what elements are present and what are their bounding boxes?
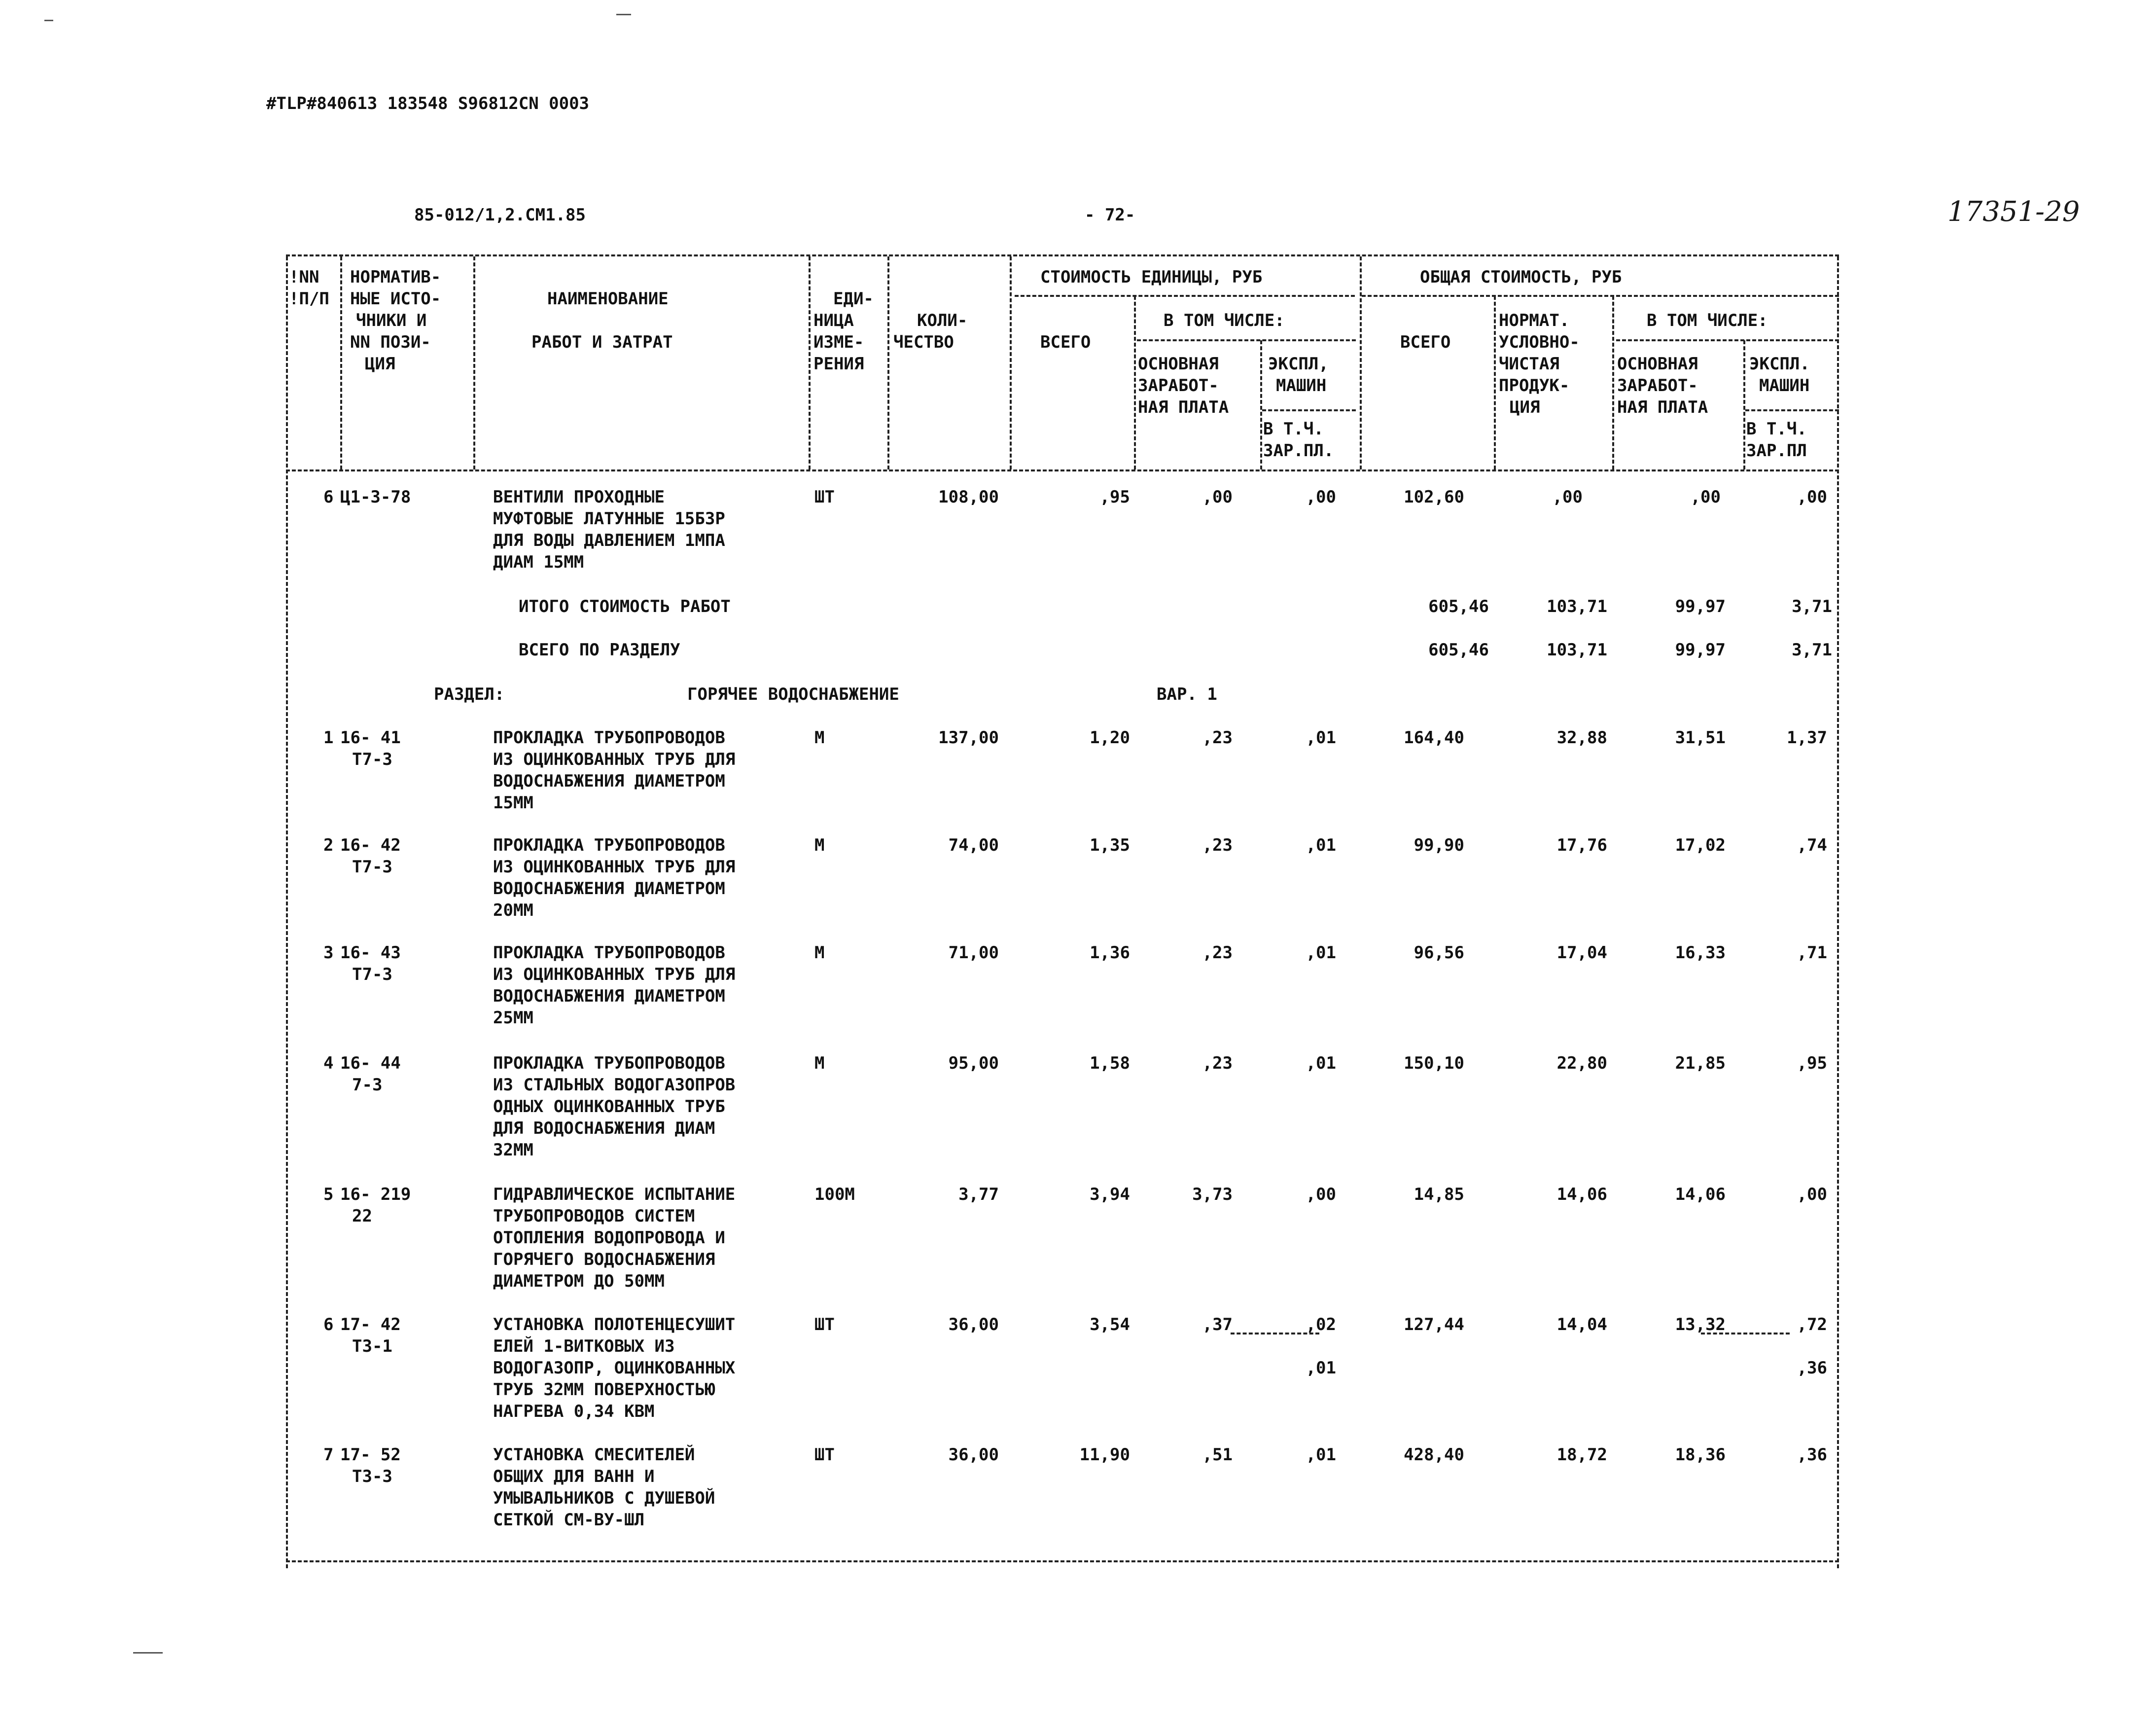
header-bottom-border [286, 469, 1839, 471]
row-total-mach: ,74 [1797, 835, 1827, 855]
row-total-wage: 18,36 [1675, 1445, 1726, 1465]
row-code: 16- 44 [340, 1053, 401, 1073]
row-unit-total: 11,90 [1079, 1445, 1130, 1465]
row-name-line: ИЗ СТАЛЬНЫХ ВОДОГАЗОПРОВ [493, 1075, 736, 1095]
unit-cost-header-line [1015, 295, 1355, 297]
section-variant: ВАР. 1 [1157, 685, 1217, 704]
row-name-line: 25ММ [493, 1008, 533, 1028]
row-code: 7-3 [352, 1075, 383, 1095]
row-unit-total: 1,58 [1090, 1053, 1130, 1073]
section-total-norm: 103,71 [1547, 640, 1607, 660]
table-bottom-border [286, 1560, 1839, 1562]
row-name-line: ОДНЫХ ОЦИНКОВАННЫХ ТРУБ [493, 1097, 725, 1117]
header-total-total: ВСЕГО [1400, 332, 1451, 352]
row-total-mach: ,00 [1797, 487, 1827, 507]
row-total: 14,85 [1414, 1185, 1464, 1204]
header-qty: КОЛИ- [917, 311, 968, 330]
row-unit-total: 3,94 [1090, 1185, 1130, 1204]
header-unit-total: ВСЕГО [1040, 332, 1091, 352]
row-code: Ц1-3-78 [340, 487, 411, 507]
row-unit: ШТ [814, 487, 835, 507]
row-qty: 137,00 [938, 728, 999, 748]
row-number: 5 [323, 1185, 334, 1204]
row-total-norm: 17,04 [1556, 943, 1607, 963]
row-name-line: УСТАНОВКА ПОЛОТЕНЦЕСУШИТ [493, 1315, 736, 1334]
header-name: НАИМЕНОВАНИЕ [547, 289, 669, 309]
row-code: Т3-3 [352, 1467, 392, 1486]
row-name-line: УСТАНОВКА СМЕСИТЕЛЕЙ [493, 1445, 695, 1465]
row-name-line: ТРУБОПРОВОДОВ СИСТЕМ [493, 1206, 695, 1226]
row-name-line: ПРОКЛАДКА ТРУБОПРОВОДОВ [493, 835, 725, 855]
row-unit-wage: ,23 [1202, 728, 1233, 748]
col-sep [1494, 296, 1496, 469]
row-qty: 108,00 [938, 487, 999, 507]
header-unit-mach: МАШИН [1276, 376, 1327, 396]
row-code: 16- 219 [340, 1185, 411, 1204]
header-unit-incl: В ТОМ ЧИСЛЕ: [1164, 311, 1285, 330]
row-total-mach: ,72 [1797, 1315, 1827, 1334]
header-unit-wage: ЗАРАБОТ- [1138, 376, 1219, 396]
row-unit-mach: ,01 [1306, 728, 1336, 748]
row-unit: 100М [814, 1185, 855, 1204]
row-total-wage: ,00 [1690, 487, 1721, 507]
col-sep [1010, 256, 1012, 469]
section-label: РАЗДЕЛ: [434, 685, 505, 704]
row-number: 6 [323, 487, 334, 507]
row-total-mach: ,71 [1797, 943, 1827, 963]
subtotal-mach: 3,71 [1792, 597, 1832, 616]
header-total-mach: ЭКСПЛ. [1749, 354, 1810, 374]
row-code: Т7-3 [352, 965, 392, 984]
row-unit-total: 1,35 [1090, 835, 1130, 855]
row-unit: М [814, 943, 825, 963]
unit-mach-sub-line [1262, 409, 1356, 411]
header-total-wage: НАЯ ПЛАТА [1617, 397, 1708, 417]
row-total-mach: ,36 [1797, 1445, 1827, 1465]
row-unit: ШТ [814, 1445, 835, 1465]
row-unit-wage: ,23 [1202, 943, 1233, 963]
row-unit: М [814, 1053, 825, 1073]
row-unit-mach: ,01 [1306, 1445, 1336, 1465]
row-unit-total: ,95 [1099, 487, 1130, 507]
row-name-line: ДИАМЕТРОМ ДО 50ММ [493, 1271, 665, 1291]
row-total-norm: 14,04 [1556, 1315, 1607, 1334]
section-total-label: ВСЕГО ПО РАЗДЕЛУ [519, 640, 680, 660]
sub-value-divider [1231, 1333, 1319, 1334]
row-total: 428,40 [1404, 1445, 1464, 1465]
header-unit: ЕДИ- [833, 289, 874, 309]
row-number: 6 [323, 1315, 334, 1334]
row-total-wage: 16,33 [1675, 943, 1726, 963]
row-unit-wage: ,37 [1202, 1315, 1233, 1334]
row-name-line: ВОДОСНАБЖЕНИЯ ДИАМЕТРОМ [493, 771, 725, 791]
subtotal-label: ИТОГО СТОИМОСТЬ РАБОТ [519, 597, 731, 616]
scan-mark [616, 14, 631, 15]
row-code: Т7-3 [352, 750, 392, 769]
sub-value-divider [1701, 1333, 1790, 1334]
row-name-line: ИЗ ОЦИНКОВАННЫХ ТРУБ ДЛЯ [493, 750, 736, 769]
row-name-line: 32ММ [493, 1140, 533, 1160]
row-name-line: ВЕНТИЛИ ПРОХОДНЫЕ [493, 487, 665, 507]
header-total-norm: ПРОДУК- [1499, 376, 1570, 396]
row-name-line: ДИАМ 15ММ [493, 552, 584, 572]
header-qty: ЧЕСТВО [893, 332, 954, 352]
row-code: 16- 42 [340, 835, 401, 855]
row-name-line: НАГРЕВА 0,34 КВМ [493, 1402, 655, 1421]
border-right [1837, 256, 1839, 1568]
header-pp: !П/П [289, 289, 329, 309]
header-unit: ИЗМЕ- [813, 332, 864, 352]
scan-mark [133, 1652, 163, 1654]
subtotal-wage: 99,97 [1675, 597, 1726, 616]
border-left [286, 256, 288, 1568]
row-name-line: ЕЛЕЙ 1-ВИТКОВЫХ ИЗ [493, 1336, 675, 1356]
row-total-wage: 21,85 [1675, 1053, 1726, 1073]
row-unit-wage: ,51 [1202, 1445, 1233, 1465]
row-name-line: ПРОКЛАДКА ТРУБОПРОВОДОВ [493, 1053, 725, 1073]
header-norm: ЦИЯ [365, 354, 395, 374]
header-total-norm: ЦИЯ [1510, 397, 1540, 417]
header-total-wage: ОСНОВНАЯ [1617, 354, 1698, 374]
unit-incl-line [1137, 339, 1356, 341]
header-unit-mach-sub: ЗАР.ПЛ. [1263, 441, 1334, 461]
header-total-norm: ЧИСТАЯ [1499, 354, 1559, 374]
row-total-norm: 22,80 [1556, 1053, 1607, 1073]
col-sep [1360, 256, 1362, 469]
row-name-line: ОТОПЛЕНИЯ ВОДОПРОВОДА И [493, 1228, 725, 1248]
header-nn: !NN [289, 267, 319, 287]
col-sep [1743, 340, 1745, 469]
row-total-wage: 14,06 [1675, 1185, 1726, 1204]
header-total-mach: МАШИН [1759, 376, 1810, 396]
row-unit-total: 1,36 [1090, 943, 1130, 963]
header-unit-mach: ЭКСПЛ, [1268, 354, 1329, 374]
header-unit-cost: СТОИМОСТЬ ЕДИНИЦЫ, РУБ [1040, 267, 1263, 287]
row-total: 150,10 [1404, 1053, 1464, 1073]
row-total: 127,44 [1404, 1315, 1464, 1334]
row-number: 4 [323, 1053, 334, 1073]
row-name-line: СЕТКОЙ СМ-ВУ-ШЛ [493, 1510, 645, 1530]
col-sep [887, 256, 889, 469]
row-code: 17- 42 [340, 1315, 401, 1334]
row-total-wage: 17,02 [1675, 835, 1726, 855]
row-name-line: ВОДОГАЗОПР, ОЦИНКОВАННЫХ [493, 1358, 736, 1378]
row-unit-total: 3,54 [1090, 1315, 1130, 1334]
row-name-line: ПРОКЛАДКА ТРУБОПРОВОДОВ [493, 943, 725, 963]
row-number: 3 [323, 943, 334, 963]
table-top-border [286, 254, 1839, 256]
row-total-wage: 31,51 [1675, 728, 1726, 748]
document-code: 85-012/1,2.СМ1.85 [414, 205, 586, 225]
row-total: 164,40 [1404, 728, 1464, 748]
row-name-line: ВОДОСНАБЖЕНИЯ ДИАМЕТРОМ [493, 879, 725, 899]
header-total-mach-sub: В Т.Ч. [1746, 419, 1807, 439]
row-qty: 71,00 [948, 943, 999, 963]
section-title: ГОРЯЧЕЕ ВОДОСНАБЖЕНИЕ [687, 685, 899, 704]
row-name-line: ДЛЯ ВОДОСНАБЖЕНИЯ ДИАМ [493, 1118, 715, 1138]
row-code: 17- 52 [340, 1445, 401, 1465]
header-unit: РЕНИЯ [813, 354, 864, 374]
row-unit: М [814, 835, 825, 855]
row-code: Т7-3 [352, 857, 392, 877]
row-name-line: ИЗ ОЦИНКОВАННЫХ ТРУБ ДЛЯ [493, 857, 736, 877]
row-name-line: ВОДОСНАБЖЕНИЯ ДИАМЕТРОМ [493, 986, 725, 1006]
row-unit-mach: ,01 [1306, 943, 1336, 963]
row-qty: 36,00 [948, 1315, 999, 1334]
scan-mark [44, 20, 53, 21]
col-sep [1260, 340, 1262, 469]
row-unit: ШТ [814, 1315, 835, 1334]
row-qty: 3,77 [958, 1185, 999, 1204]
row-unit-mach: ,00 [1306, 487, 1336, 507]
header-unit: НИЦА [813, 311, 854, 330]
row-name-line: ОБЩИХ ДЛЯ ВАНН И [493, 1467, 655, 1486]
total-mach-sub-line [1745, 409, 1839, 411]
total-incl-line [1616, 339, 1839, 341]
row-number: 7 [323, 1445, 334, 1465]
row-name-line: ИЗ ОЦИНКОВАННЫХ ТРУБ ДЛЯ [493, 965, 736, 984]
handwritten-note: 17351-29 [1947, 196, 2080, 228]
row-unit-mach: ,01 [1306, 835, 1336, 855]
col-sep [340, 256, 342, 469]
header-total-incl: В ТОМ ЧИСЛЕ: [1647, 311, 1768, 330]
row-total-mach: ,95 [1797, 1053, 1827, 1073]
header-total-wage: ЗАРАБОТ- [1617, 376, 1698, 396]
row-unit-wage: ,00 [1202, 487, 1233, 507]
row-name-line: 15ММ [493, 793, 533, 813]
row-total-norm: 32,88 [1556, 728, 1607, 748]
row-name-line: 20ММ [493, 901, 533, 920]
row-name-line: ТРУБ 32ММ ПОВЕРХНОСТЬЮ [493, 1380, 715, 1400]
col-sep [809, 256, 811, 469]
row-total-norm: 14,06 [1556, 1185, 1607, 1204]
row-unit-total: 1,20 [1090, 728, 1130, 748]
section-total: 605,46 [1428, 640, 1489, 660]
row-number: 1 [323, 728, 334, 748]
row-qty: 95,00 [948, 1053, 999, 1073]
header-total-mach-sub: ЗАР.ПЛ [1746, 441, 1807, 461]
row-name-line: МУФТОВЫЕ ЛАТУННЫЕ 15Б3Р [493, 509, 725, 529]
row-unit-mach: ,01 [1306, 1053, 1336, 1073]
header-total-cost: ОБЩАЯ СТОИМОСТЬ, РУБ [1420, 267, 1622, 287]
col-sep [473, 256, 475, 469]
header-unit-mach-sub: В Т.Ч. [1263, 419, 1324, 439]
row-total-mach-sub: ,36 [1797, 1358, 1827, 1378]
row-total-norm: ,00 [1552, 487, 1583, 507]
row-total-mach: ,00 [1797, 1185, 1827, 1204]
row-name-line: ПРОКЛАДКА ТРУБОПРОВОДОВ [493, 728, 725, 748]
row-total-mach: 1,37 [1787, 728, 1827, 748]
row-code: Т3-1 [352, 1336, 392, 1356]
row-code: 16- 43 [340, 943, 401, 963]
section-total-wage: 99,97 [1675, 640, 1726, 660]
row-total: 102,60 [1404, 487, 1464, 507]
row-qty: 74,00 [948, 835, 999, 855]
row-unit-wage: ,23 [1202, 835, 1233, 855]
header-name: РАБОТ И ЗАТРАТ [531, 332, 673, 352]
row-name-line: ДЛЯ ВОДЫ ДАВЛЕНИЕМ 1МПА [493, 531, 725, 550]
header-unit-wage: НАЯ ПЛАТА [1138, 397, 1229, 417]
header-total-norm: УСЛОВНО- [1499, 332, 1580, 352]
row-total-norm: 17,76 [1556, 835, 1607, 855]
row-name-line: ГИДРАВЛИЧЕСКОЕ ИСПЫТАНИЕ [493, 1185, 736, 1204]
header-norm: НЫЕ ИСТО- [350, 289, 441, 309]
row-unit-mach-sub: ,01 [1306, 1358, 1336, 1378]
row-unit-wage: ,23 [1202, 1053, 1233, 1073]
col-sep [1134, 296, 1136, 469]
document-id: #TLP#840613 183548 S96812CN 0003 [266, 94, 590, 113]
header-unit-wage: ОСНОВНАЯ [1138, 354, 1219, 374]
row-total-wage: 13,32 [1675, 1315, 1726, 1334]
header-norm: НОРМАТИВ- [350, 267, 441, 287]
row-name-line: УМЫВАЛЬНИКОВ С ДУШЕВОЙ [493, 1488, 715, 1508]
page-number: - 72- [1085, 205, 1135, 225]
row-unit: М [814, 728, 825, 748]
section-total-mach: 3,71 [1792, 640, 1832, 660]
row-total-norm: 18,72 [1556, 1445, 1607, 1465]
row-total: 96,56 [1414, 943, 1464, 963]
row-code: 16- 41 [340, 728, 401, 748]
subtotal-norm: 103,71 [1547, 597, 1607, 616]
row-total: 99,90 [1414, 835, 1464, 855]
total-cost-header-line [1362, 295, 1839, 297]
header-norm: ЧНИКИ И [356, 311, 427, 330]
row-code: 22 [352, 1206, 372, 1226]
row-name-line: ГОРЯЧЕГО ВОДОСНАБЖЕНИЯ [493, 1250, 715, 1269]
row-qty: 36,00 [948, 1445, 999, 1465]
header-total-norm: НОРМАТ. [1499, 311, 1570, 330]
col-sep [1612, 296, 1614, 469]
subtotal-total: 605,46 [1428, 597, 1489, 616]
row-unit-mach: ,00 [1306, 1185, 1336, 1204]
row-unit-wage: 3,73 [1192, 1185, 1233, 1204]
row-unit-mach: ,02 [1306, 1315, 1336, 1334]
header-norm: NN ПОЗИ- [350, 332, 431, 352]
row-number: 2 [323, 835, 334, 855]
